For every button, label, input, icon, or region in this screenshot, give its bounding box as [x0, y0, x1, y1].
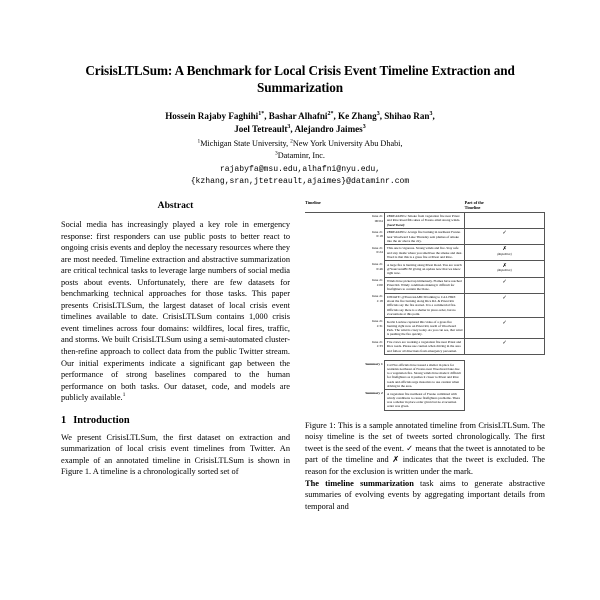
column-header-part-of-timeline: Part of the Timeline	[464, 200, 484, 211]
summary-label: Summary 1	[305, 361, 385, 390]
right-column	[305, 200, 545, 512]
figure-1	[305, 200, 545, 478]
checkmark-icon: ✓	[502, 294, 507, 301]
row-tweet-text: #BREAKING: A large fire burning in northeast Fresno near Woodward Lake Thursday sent plumes of smoke into the air above the city.	[385, 229, 465, 245]
author-4-sup: 3	[429, 110, 433, 117]
column-header-timeline: Timeline	[305, 200, 321, 205]
row-inclusion-mark	[465, 318, 545, 338]
introduction-heading	[61, 415, 290, 426]
summary-mark-blank	[465, 361, 545, 390]
author-2: Bashar Alhafni	[268, 110, 328, 121]
summary-row[interactable]	[305, 390, 545, 410]
row-tweet-text: Fire crews are working a vegetation fire near Priest and Rice roads. Please use caution when driving in the area and follow all directions from emergency personnel.	[385, 338, 465, 354]
table-row[interactable]	[305, 277, 545, 293]
figure-caption-label: Figure 1:	[305, 420, 336, 430]
table-row[interactable]	[305, 261, 545, 277]
timeline-table-body	[305, 212, 545, 410]
author-5: Joel Tetreault	[234, 123, 288, 134]
figure-caption-part-2: means that the tweet is annotated to be part of the timeline and	[305, 443, 545, 465]
row-inclusion-mark	[465, 229, 545, 245]
timeline-table-head	[305, 200, 545, 212]
summary-label: Summary 2	[305, 390, 385, 410]
table-row[interactable]	[305, 245, 545, 261]
affiliation-2-sup: 2	[290, 138, 293, 145]
author-6-sup: 3	[362, 123, 366, 130]
author-2-sup: 2*	[327, 110, 334, 117]
checkmark-icon: ✓	[502, 278, 507, 285]
row-timestamp: June 21 0:24	[305, 245, 385, 261]
row-tweet-text: A large fire is burning along Priest Road. You are watch @YourcastABC30 giving an update now that we know right now.	[385, 261, 465, 277]
left-column	[61, 200, 290, 478]
affiliation-3: Dataminr, Inc.	[277, 150, 325, 160]
row-inclusion-mark	[465, 277, 545, 293]
abstract-text: Social media has increasingly played a key role in emergency response: first responders can use public posts to better react to ongoing crisis events and deploy the necessary resources where they are most needed. Timeline extraction and abstractive summarization are critical technical tasks to leverage large numbers of social media posts about events. Unfortunately, there are few datasets for benchmarking technical approaches for those tasks. This paper presents CrisisLTLSum, the largest dataset of local crisis event timelines available to date. CrisisLTLSum contains 1,000 crisis event timelines across four domains: wildfires, local fires, traffic, and storms. We built CrisisLTLSum using a semi-automated cluster-then-refine approach to collect data from the public Twitter stream. Our initial experiments indicate a significant gap between the performance of strong baselines compared to the human performance on both tasks. Our dataset, code, and models are publicly available.	[61, 220, 290, 403]
timeline-summarization-paragraph	[305, 478, 545, 513]
row-tweet-text: Winds have picked up immensely. Flames have reached Priest Rd. Windy conditions making it difficult for firefighters to contain the blaze.	[385, 277, 465, 293]
row-inclusion-mark	[465, 293, 545, 318]
table-row[interactable]	[305, 318, 545, 338]
row-timestamp: June 21 1:31	[305, 318, 385, 338]
affiliation-2: New York University Abu Dhabi,	[292, 139, 403, 149]
row-tweet-text: This one is vigorous. Strong winds and fire. Stay safe and stay inside where you smell/see the smoke and dust. Word is that this is a grass fire at Priest and Rice.	[385, 245, 465, 261]
summary-row[interactable]	[305, 361, 545, 390]
table-row[interactable]	[305, 212, 545, 228]
author-1: Hossein Rajaby Faghihi	[165, 110, 259, 121]
affiliation-1-sup: 1	[197, 138, 201, 145]
checkmark-icon: ✓	[502, 230, 507, 237]
affiliation-3-sup: 3	[275, 149, 278, 156]
page-title: CrisisLTLSum: A Benchmark for Local Crisis Event Timeline Extraction and Summarization	[85, 63, 515, 96]
title-block	[48, 62, 552, 188]
email-line-1: rajabyfa@msu.edu,alhafni@nyu.edu,	[219, 165, 381, 175]
table-row[interactable]	[305, 229, 545, 245]
row-inclusion-mark	[465, 261, 545, 277]
timeline-table	[305, 200, 545, 411]
row-timestamp: June 21 1:33	[305, 338, 385, 354]
exclusion-reason: (Repetitive)	[497, 268, 512, 272]
author-3-sup: 3	[376, 110, 380, 117]
summary-text: Cal Fire officials have issued a shelter in place for residents northeast of Fresno near Woodward lake due to a vegetation fire. Strong winds have made it difficult for firefighters as it pushes it closer to Priest and Rice roads and officials urge motorists to use caution when driving in the area.	[385, 361, 465, 390]
row-tweet-text: Kevin Lastvue captured this video of a grass fire burning right now on Priest Rd, north of Woodward Park. The wind is crazy today. As you can see, that wind is pushing the fire quickly.	[385, 318, 465, 338]
author-list: Hossein Rajaby Faghihi$^{1*}$, Bashar Alhafni$^{2*}$, Ke Zhang$^3$, Shihao Ran$^3$, Joel Tetreault$^3$, Alejandro Jaimes$^3$	[165, 110, 435, 134]
affiliation-list	[48, 138, 552, 161]
table-row[interactable]	[305, 293, 545, 318]
abstract-paragraph	[61, 219, 290, 404]
seed-tweet-label: (Seed Tweet)	[386, 222, 405, 227]
timeline-summarization-lead: The timeline summarization	[305, 478, 414, 488]
figure-caption-part-3: indicates that the tweet is excluded. The reason for the exclusion is written under the mark.	[305, 455, 545, 477]
author-3: Ke Zhang	[338, 110, 377, 121]
figure-caption-part-1: This is a sample annotated timeline from CrisisLTLSum. The noisy timeline is the set of tweets sorted chronologically. The first tweet is the seed of the event.	[305, 420, 545, 453]
checkmark-icon: ✓	[406, 442, 414, 453]
row-tweet-text: #BREAKING: Smoke from vegetation fire near Priest and Rice Road fills skies of Fresno amid strong winds. (Seed Tweet)	[385, 212, 465, 228]
introduction-title: Introduction	[73, 414, 130, 426]
author-5-sup: 3	[287, 123, 291, 130]
summary-mark-blank	[465, 390, 545, 410]
author-1-sup: 1*	[258, 110, 265, 117]
checkmark-icon: ✓	[502, 319, 507, 326]
affiliation-1: Michigan State University,	[200, 139, 289, 149]
row-tweet-text: UPDATE: @YourcastABC30 talking to CAL FIRE about the fire burning along Rice Rd. & Priest Rd. Officials say the fire started. It is a commercial fire. Officials say there is a shelter in place order, but no evacuations at this point.	[385, 293, 465, 318]
cross-icon: ✗	[502, 262, 507, 269]
row-timestamp: June 21 1:00	[305, 277, 385, 293]
exclusion-reason: (Repetitive)	[497, 251, 512, 256]
row-inclusion-mark	[465, 245, 545, 261]
abstract-footnote-marker: 1	[122, 392, 126, 399]
row-inclusion-mark	[465, 212, 545, 228]
author-6: Alejandro Jaimes	[294, 123, 363, 134]
row-timestamp: June 21 0:46	[305, 261, 385, 277]
author-4: Shihao Ran	[384, 110, 430, 121]
cross-icon: ✗	[392, 454, 400, 465]
row-timestamp: June 21 1:18	[305, 293, 385, 318]
cross-icon: ✗	[502, 246, 507, 253]
summary-text: A vegetation fire northeast of Fresno combined with windy conditions to cause firefighters problems. There was a shelter in place order given but no evacuation order was given.	[385, 390, 465, 410]
timeline-summarization-text: task aims to generate abstractive summaries of evolving events by aggregating important details from temporal and	[305, 478, 546, 511]
row-timestamp: June 21 00:04	[305, 212, 385, 228]
introduction-paragraph-1: We present CrisisLTLSum, the first dataset on extraction and summarization of local crisis event timelines from Twitter. An example of an annotated timeline in CrisisLTLSum is shown in Figure 1. A timeline is a chronologically sorted set of	[61, 432, 290, 477]
row-timestamp: June 21 0:18	[305, 229, 385, 245]
email-block	[48, 164, 552, 187]
abstract-heading: Abstract	[157, 200, 194, 211]
introduction-number: 1	[61, 414, 67, 426]
table-row[interactable]	[305, 338, 545, 354]
email-line-2: {kzhang,sran,jtetreault,ajaimes}@dataminr.com	[190, 177, 410, 187]
row-inclusion-mark	[465, 338, 545, 354]
checkmark-icon: ✓	[502, 340, 507, 347]
figure-caption	[305, 420, 545, 478]
